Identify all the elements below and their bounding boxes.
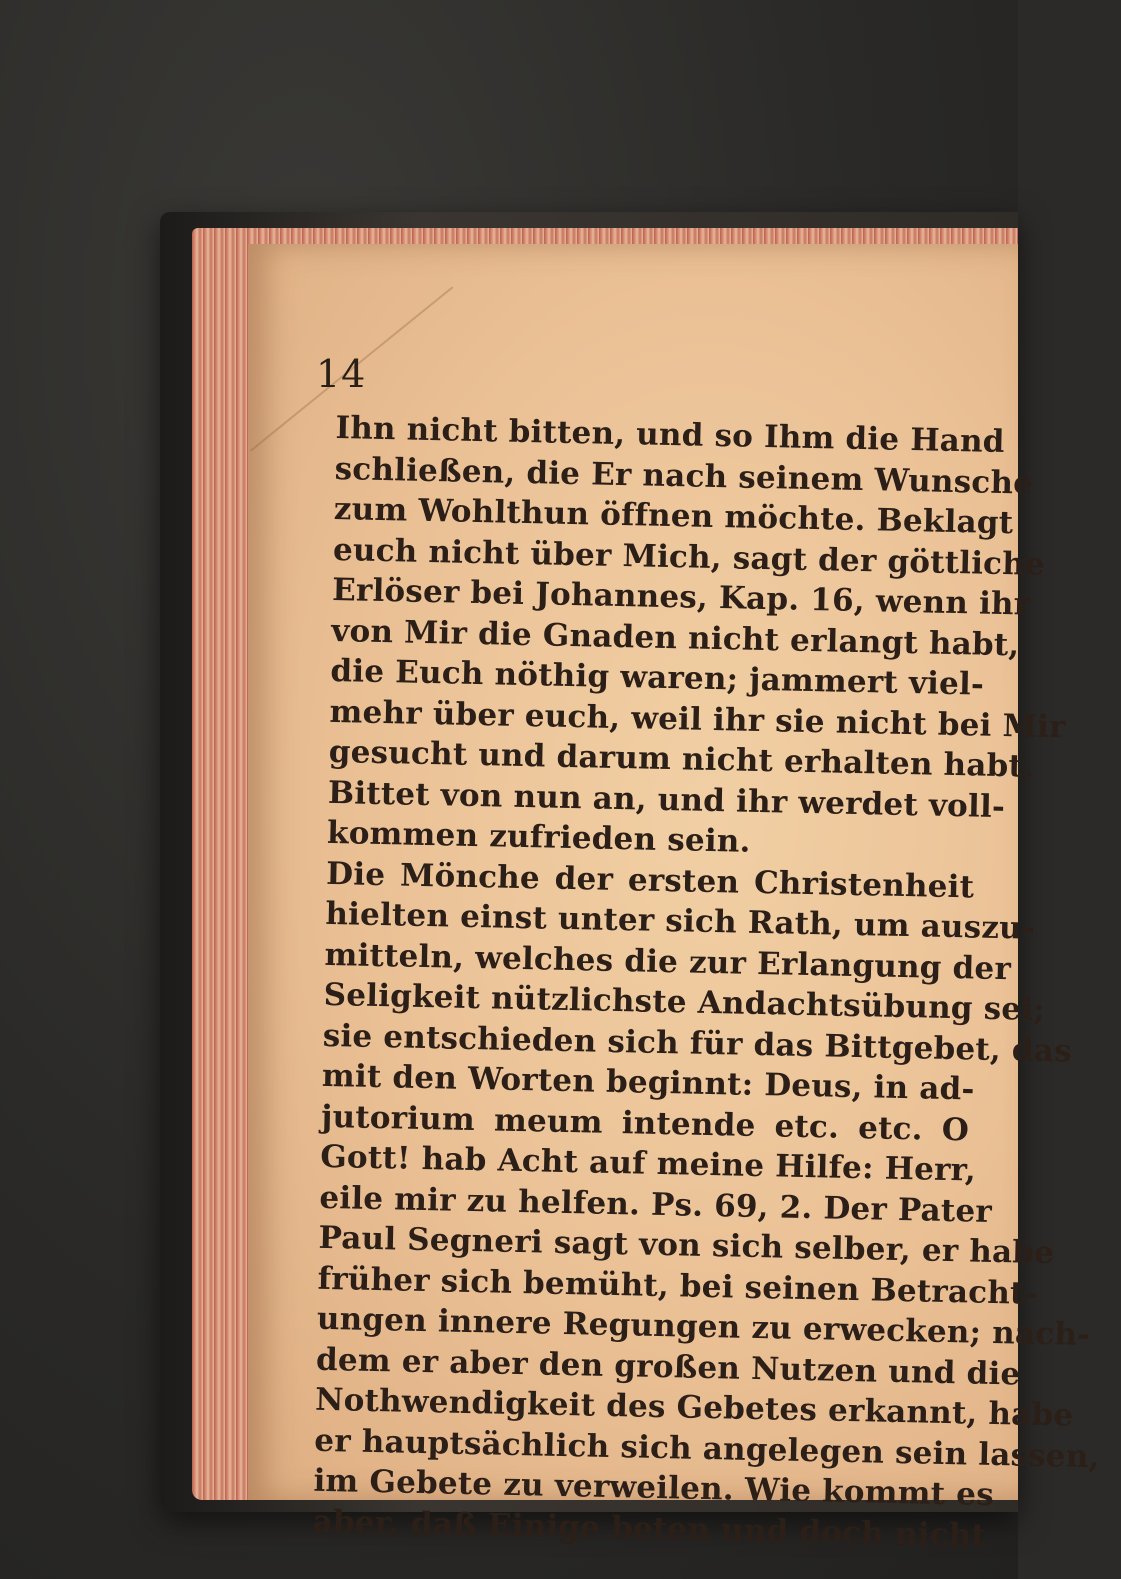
text-line: kommen zufrieden sein. <box>326 814 751 860</box>
text-line: die Euch nöthig waren; jammert viel- <box>330 652 985 703</box>
text-line: Bittet von nun an, und ihr werdet voll- <box>327 774 1006 825</box>
text-line: ungen innere Regungen zu erwecken; nach- <box>316 1300 1091 1353</box>
text-line: dem er aber den großen Nutzen und die <box>315 1341 1021 1393</box>
text-line: im Gebete zu verweilen. Wie kommt es <box>313 1462 995 1514</box>
page-text <box>312 408 1100 1554</box>
text-line: Die Mönche der ersten Christenheit <box>325 855 975 905</box>
page-number: 14 <box>316 352 367 396</box>
text-line: jutorium meum intende etc. etc. O <box>320 1098 970 1148</box>
text-line: mehr über euch, weil ihr sie nicht bei Mir <box>329 693 1066 745</box>
text-line: mitteln, welches die zur Erlangung der <box>324 936 1012 987</box>
text-line: mit den Worten beginnt: Deus, in ad- <box>321 1057 975 1108</box>
text-line: Erlöser bei Johannes, Kap. 16, wenn ihr <box>331 571 1031 623</box>
text-line: euch nicht über Mich, sagt der göttliche <box>332 531 1046 583</box>
text-line: schließen, die Er nach seinem Wunsche <box>334 450 1034 502</box>
text-line: Nothwendigkeit des Gebetes erkannt, habe <box>314 1381 1074 1434</box>
text-line: Gott! hab Acht auf meine Hilfe: Herr, <box>319 1138 977 1189</box>
text-line: aber, daß Einige beten und doch nicht <box>312 1503 987 1554</box>
text-line: von Mir die Gnaden nicht erlangt habt, <box>330 612 1020 663</box>
text-line: früher sich bemüht, bei seinen Betracht- <box>317 1260 1038 1312</box>
text-line: Ihn nicht bitten, und so Ihm die Hand <box>335 409 1006 461</box>
text-line: zum Wohlthun öffnen möchte. Beklagt <box>333 490 1014 542</box>
text-line: sie entschieden sich für das Bittgebet, das <box>322 1017 1073 1070</box>
text-line: eile mir zu helfen. Ps. 69, 2. Der Pater <box>319 1179 993 1230</box>
text-line: hielten einst unter sich Rath, um auszu- <box>325 895 1036 947</box>
text-line: Paul Segneri sagt von sich selber, er habe <box>318 1219 1055 1272</box>
text-line: Seligkeit nützlichste Andachtsübung sei; <box>323 976 1046 1028</box>
text-line: gesucht und darum nicht erhalten habt. <box>328 733 1035 785</box>
text-line: er hauptsächlich sich angelegen sein lassen, <box>314 1422 1100 1475</box>
